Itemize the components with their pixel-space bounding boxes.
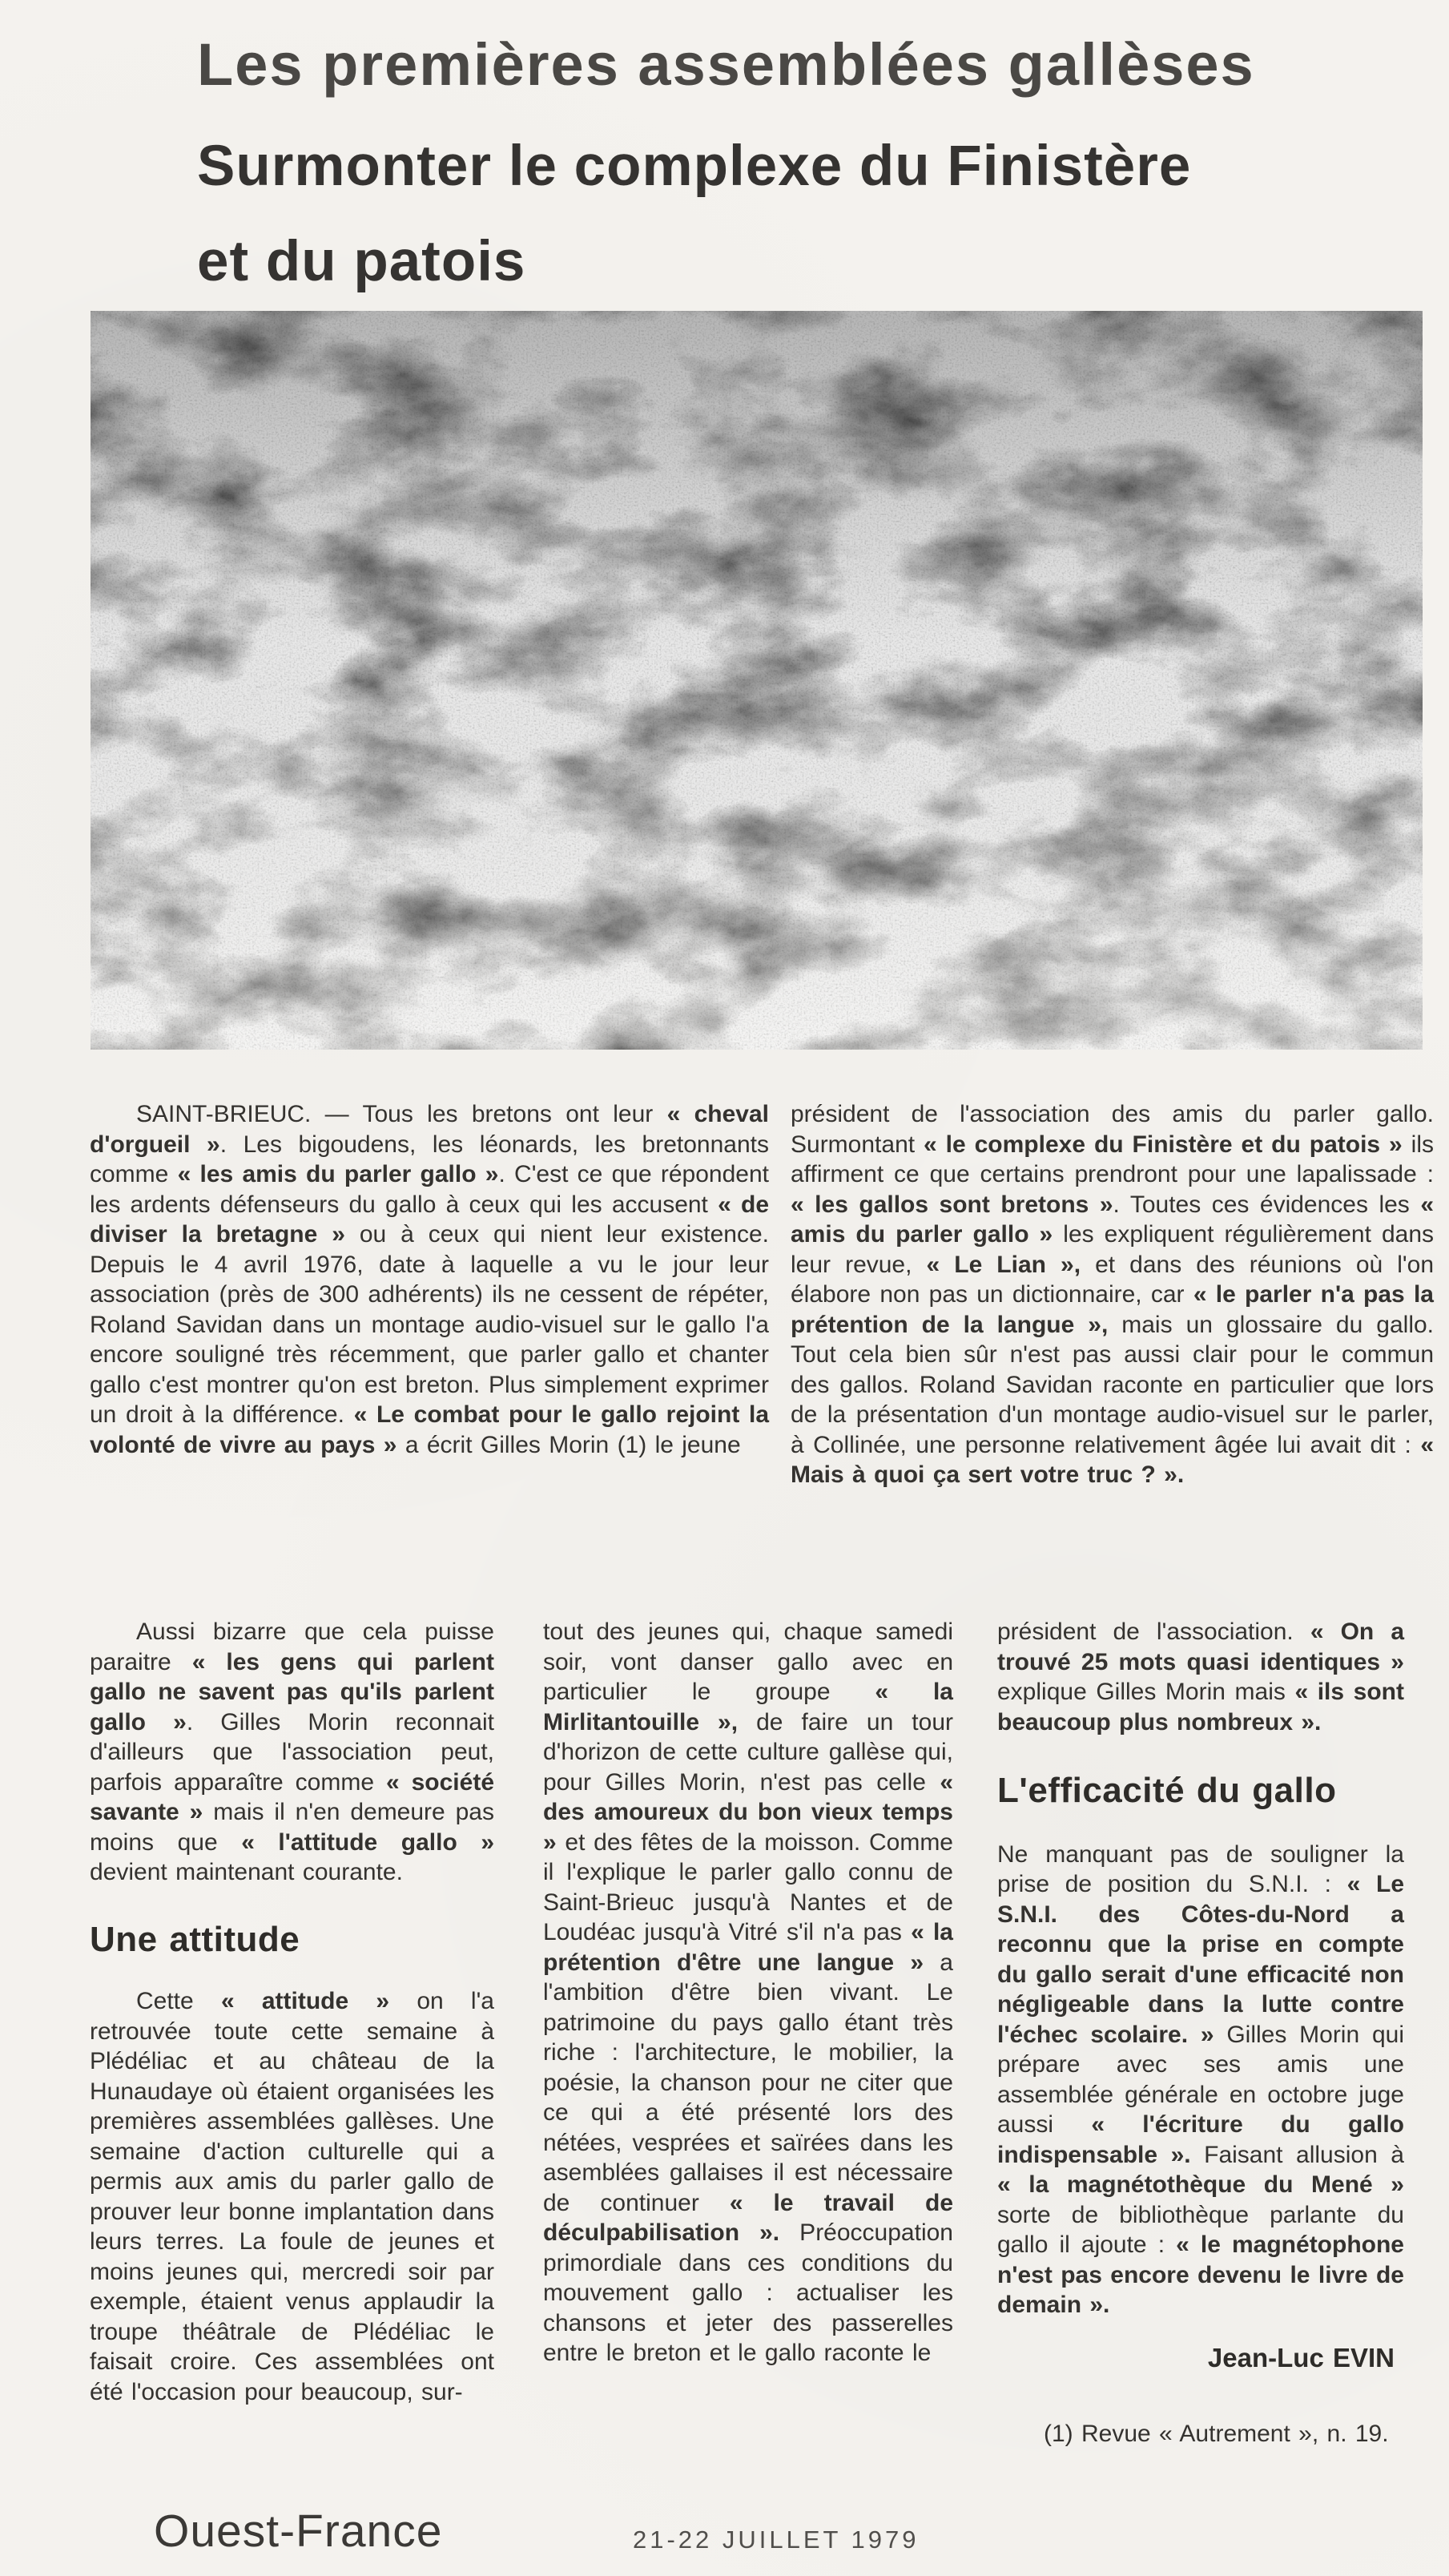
intro-left-paragraph: SAINT-BRIEUC. — Tous les bretons ont leur « cheval d'orgueil ». Les bigoudens, les léonards, les bretonnants comme « les amis du parler gallo ». C'est ce que répondent les ardents défenseurs du gallo à ceux qui les accusent « de diviser la bretagne » ou à ceux qui nient leur existence. Depuis le 4 avril 1976, date à laquelle a vu le jour leur association (près de 300 adhérents) ils ne cessent de répéter, Roland Savidan dans un montage audio-visuel sur le gallo l'a encore souligné très récemment, que parler gallo et chanter gallo c'est montrer qu'on est breton. Plus simplement exprimer un droit à la différence. « Le combat pour le gallo rejoint la volonté de vivre au pays » a écrit Gilles Morin (1) le jeune: [90, 1101, 770, 1458]
footer-dateline: 21-22 JUILLET 1979: [633, 2526, 920, 2554]
body-column-3: [997, 1617, 1404, 2449]
intro-right-paragraph: président de l'association des amis du parler gallo. Surmontant « le complexe du Finistère et du patois » ils affirment ce que certains prendront pour une lapalissade : « les gallos sont bretons ». Toutes ces évidences les « amis du parler gallo » les expliquent régulièrement dans leur revue, « Le Lian », et dans des réunions où l'on élabore non pas un dictionnaire, car « le parler n'a pas la prétention de la langue », mais un glossaire du gallo. Tout cela bien sûr n'est pas aussi clair pour le commun des gallos. Roland Savidan raconte en particulier que lors de la présentation d'un montage audio-visuel sur le parler, à Collinée, une personne relativement âgée lui avait dit : « Mais à quoi ça sert votre truc ? ».: [791, 1101, 1435, 1488]
column2-paragraph: tout des jeunes qui, chaque samedi soir, vont danser gallo avec en particulier le groupe « la Mirlitantouille », de faire un tour d'horizon de cette culture gallèse qui, pour Gilles Morin, n'est pas celle « des amoureux du bon vieux temps » et des fêtes de la moisson. Comme il l'explique le parler gallo connu de Saint-Brieuc jusqu'à Nantes et de Loudéac jusqu'à Vitré s'il n'a pas « la prétention d'être une langue » a l'ambition d'être bien vivant. Le patrimoine du pays gallo étant très riche : l'architecture, le mobilier, la poésie, la chanson pour ne citer que ce qui a été présenté lors des nétées, vesprées et saïrées dans les asemblées gallaises il est nécessaire de continuer « le travail de déculpabilisation ». Préoccupation primordiale dans ces conditions du mouvement gallo : actualiser les chansons et jeter des passerelles entre le breton et le gallo raconte le: [543, 1619, 953, 2366]
column1-paragraph-1: Aussi bizarre que cela puisse paraitre « les gens qui parlent gallo ne savent pas qu'ils parlent gallo ». Gilles Morin reconnait d'ailleurs que l'association peut, parfois apparaître comme « société savante » mais il n'en demeure pas moins que « l'attitude gallo » devient maintenant courante.: [90, 1619, 494, 1885]
subhead-une-attitude: Une attitude: [90, 1919, 300, 1959]
headline-line-1: Les premières assemblées gallèses: [197, 31, 1255, 98]
headline-line-3: et du patois: [197, 230, 526, 293]
byline: Jean-Luc EVIN: [1207, 2342, 1395, 2372]
intro-left-column: [90, 1099, 769, 1460]
footer-masthead: Ouest-France: [154, 2505, 443, 2557]
crowd-photo: [91, 311, 1423, 1050]
crowd-photo-image: [91, 311, 1423, 1050]
column3-paragraph-2: Ne manquant pas de souligner la prise de position du S.N.I. : « Le S.N.I. des Côtes-du-Nord a reconnu que la prise en compte du gallo serait d'une efficacité non négligeable dans la lutte contre l'échec scolaire. » Gilles Morin qui prépare avec ses amis une assemblée générale en octobre juge aussi « l'écriture du gallo indispensable ». Faisant allusion à « la magnétothèque du Mené » sorte de bibliothèque parlante du gallo il ajoute : « le magnétophone n'est pas encore devenu le livre de demain ».: [997, 1840, 1405, 2318]
column1-paragraph-2: Cette « attitude » on l'a retrouvée toute cette semaine à Plédéliac et au château de la Hunaudaye où étaient organisées les premières assemblées gallèses. Une semaine d'action culturelle qui a permis aux amis du parler gallo de prouver leur bonne implantation dans leurs terres. La foule de jeunes et moins jeunes qui, mercredi soir par exemple, étaient venus applaudir la troupe théâtrale de Plédéliac le faisait croire. Ces assemblées ont été l'occasion pour beaucoup, sur-: [90, 1988, 494, 2405]
subhead-efficacite-du-gallo: L'efficacité du gallo: [997, 1771, 1337, 1810]
body-column-2: [543, 1617, 953, 2368]
headline-line-2: Surmonter le complexe du Finistère: [197, 135, 1192, 198]
column3-paragraph-1: président de l'association. « On a trouvé 25 mots quasi identiques » explique Gilles Morin mais « ils sont beaucoup plus nombreux ».: [997, 1619, 1405, 1735]
headline-block: [197, 30, 1255, 294]
footnote: (1) Revue « Autrement », n. 19.: [1044, 2421, 1389, 2447]
intro-right-column: [791, 1099, 1434, 1490]
body-column-1: [90, 1617, 494, 2407]
